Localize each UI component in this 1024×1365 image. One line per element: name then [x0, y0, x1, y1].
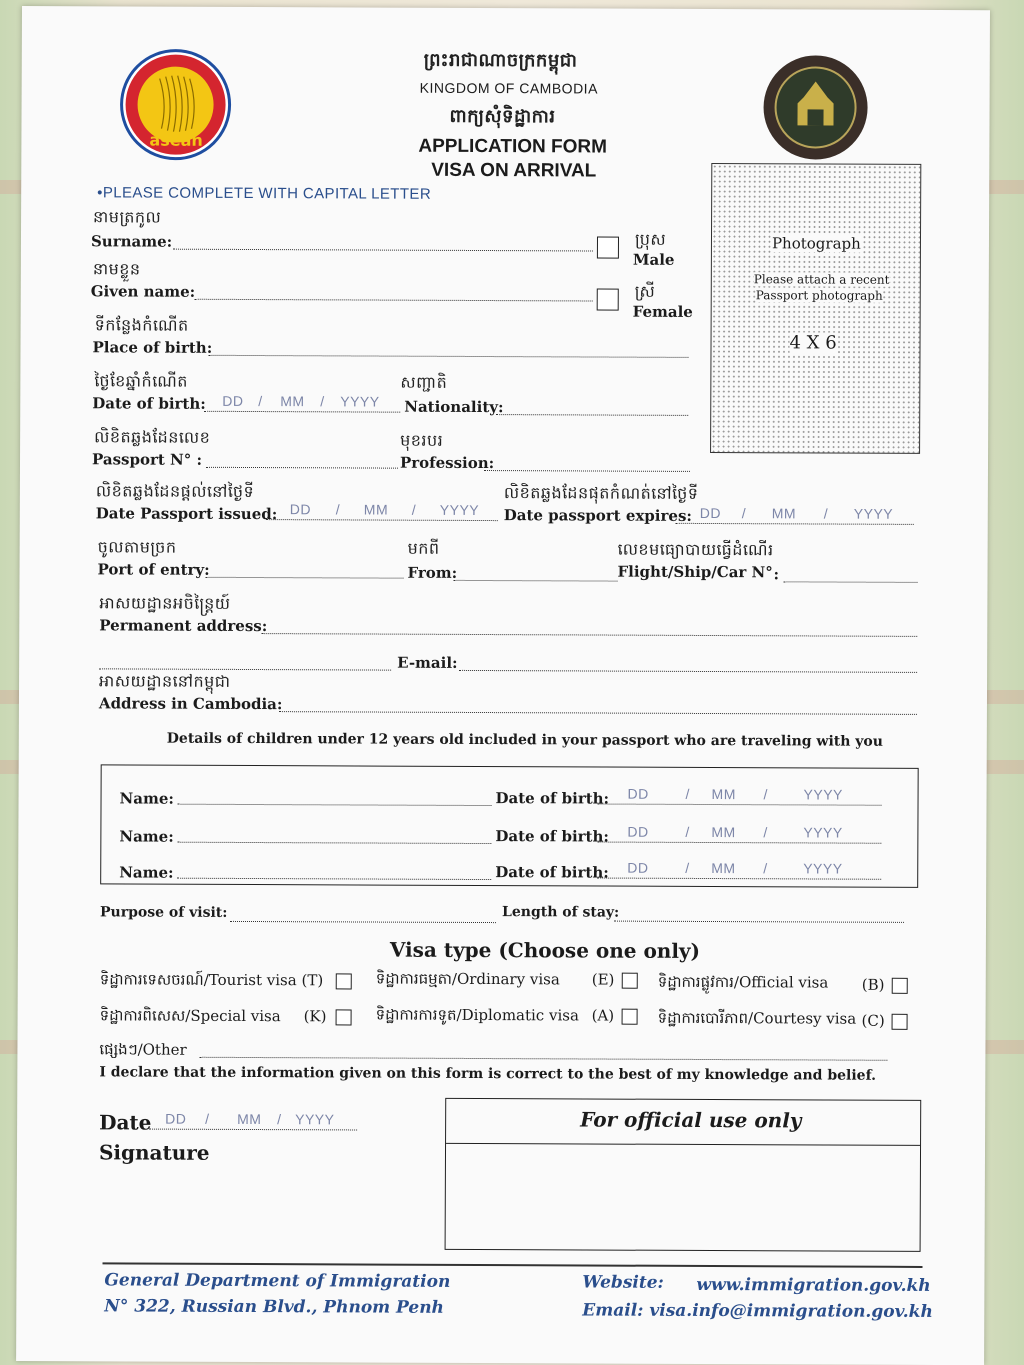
- courtesy-visa-code: (C): [861, 1011, 885, 1030]
- profession-khmer-label: មុខរបរ: [400, 430, 444, 450]
- special-visa-code: (K): [303, 1007, 327, 1026]
- issued-year-placeholder[interactable]: YYYY: [439, 501, 480, 518]
- child-1-mm[interactable]: MM: [711, 786, 736, 803]
- kingdom-title: KINGDOM OF CAMBODIA: [419, 79, 598, 97]
- dob-month-placeholder[interactable]: MM: [280, 393, 305, 410]
- child-1-dob-field[interactable]: [598, 804, 882, 806]
- form-khmer-title: ពាក្យសុំទិដ្ឋាការ: [449, 105, 556, 128]
- expires-label: Date passport expires:: [503, 506, 692, 525]
- official-visa-code: (B): [861, 975, 885, 994]
- profession-field[interactable]: [484, 470, 690, 472]
- place-of-birth-field[interactable]: [208, 355, 688, 358]
- child-3-name-label: Name:: [119, 863, 174, 882]
- place-of-birth-label: Place of birth:: [92, 338, 213, 357]
- child-2-mm[interactable]: MM: [711, 824, 736, 841]
- asean-logo: [119, 48, 231, 160]
- child-2-sep-2: /: [763, 824, 768, 841]
- asean-logo-text: asean: [149, 130, 203, 150]
- courtesy-visa-label: ទិដ្ឋាការបោរីភាព/Courtesy visa: [657, 1008, 857, 1028]
- flight-number-field[interactable]: [783, 581, 917, 583]
- child-3-dob-label: Date of birth:: [495, 863, 609, 882]
- child-1-name-field[interactable]: [178, 804, 492, 806]
- port-of-entry-label: Port of entry:: [97, 560, 210, 579]
- sign-date-sep-2: /: [277, 1111, 282, 1128]
- form-title: APPLICATION FORM: [418, 135, 608, 158]
- footer-rule: [103, 1262, 923, 1268]
- given-name-field[interactable]: [195, 299, 593, 302]
- male-khmer-label: ប្រុស: [634, 229, 667, 249]
- purpose-label: Purpose of visit:: [100, 904, 228, 921]
- issued-field[interactable]: [266, 519, 498, 521]
- port-khmer-label: ចូលតាមច្រក: [97, 537, 177, 557]
- from-field[interactable]: [453, 580, 617, 582]
- official-use-box: [445, 1098, 922, 1252]
- expires-sep-2: /: [823, 505, 829, 522]
- visa-type-heading: Visa type (Choose one only): [389, 937, 701, 963]
- expires-sep-1: /: [741, 505, 747, 522]
- date-of-birth-khmer-label: ថ្ងៃខែឆ្នាំកំណើត: [94, 371, 189, 391]
- sign-date-dd[interactable]: DD: [165, 1110, 187, 1127]
- official-visa-checkbox[interactable]: [892, 978, 908, 994]
- child-1-dob-label: Date of birth:: [495, 789, 610, 808]
- footer-email-link[interactable]: Email: visa.info@immigration.gov.kh: [582, 1300, 933, 1322]
- passport-number-label: Passport N° :: [91, 450, 203, 469]
- dob-sep-2: /: [320, 393, 325, 410]
- flight-colon: :: [773, 565, 780, 584]
- place-of-birth-khmer-label: ទីកន្លែងកំណើត: [94, 315, 189, 335]
- nationality-label: Nationality:: [404, 397, 504, 417]
- male-checkbox[interactable]: [597, 237, 619, 259]
- children-heading: Details of children under 12 years old included in your passport who are traveling with you: [166, 730, 884, 750]
- child-3-yyyy[interactable]: YYYY: [803, 860, 843, 877]
- issued-day-placeholder[interactable]: DD: [289, 501, 312, 518]
- child-1-yyyy[interactable]: YYYY: [803, 786, 843, 803]
- official-use-divider: [446, 1143, 920, 1146]
- child-2-yyyy[interactable]: YYYY: [803, 824, 843, 841]
- dob-field[interactable]: [204, 411, 400, 413]
- signature-label: Signature: [98, 1140, 210, 1165]
- sign-date-yyyy[interactable]: YYYY: [295, 1111, 335, 1128]
- from-label: From:: [407, 563, 458, 582]
- profession-label: Profession:: [399, 453, 495, 473]
- child-1-name-label: Name:: [119, 789, 174, 808]
- date-label: Date: [99, 1110, 152, 1135]
- diplomatic-visa-label: ទិដ្ឋាការការទូត/Diplomatic visa: [375, 1005, 579, 1025]
- declaration-text: I declare that the information given on this form is correct to the best of my knowledge and belief.: [99, 1064, 877, 1084]
- footer-website-link[interactable]: www.immigration.gov.kh: [696, 1274, 931, 1296]
- special-visa-label: ទិដ្ឋាការពិសេស/Special visa: [99, 1006, 281, 1026]
- female-checkbox[interactable]: [597, 289, 619, 311]
- dob-sep-1: /: [258, 393, 263, 410]
- footer-department: General Department of Immigration: [104, 1270, 451, 1292]
- instruction-text: •PLEASE COMPLETE WITH CAPITAL LETTER: [97, 184, 432, 203]
- address-cambodia-label: Address in Cambodia:: [98, 694, 283, 714]
- expires-day-placeholder[interactable]: DD: [699, 504, 722, 522]
- child-3-dd[interactable]: DD: [627, 859, 649, 876]
- length-of-stay-label: Length of stay:: [502, 904, 620, 921]
- photo-title: Photograph: [771, 234, 861, 253]
- issued-khmer-label: លិខិតឆ្លងដែនផ្តល់នៅថ្ងៃទី: [95, 481, 255, 502]
- male-label: Male: [632, 250, 675, 269]
- ordinary-visa-code: (E): [591, 970, 615, 989]
- ordinary-visa-label: ទិដ្ឋាការធម្មតា/Ordinary visa: [375, 969, 560, 989]
- from-khmer-label: មកពី: [407, 538, 440, 558]
- child-2-dob-field[interactable]: [597, 842, 881, 844]
- given-name-khmer-label: នាមខ្លួន: [92, 259, 141, 279]
- photo-box[interactable]: [710, 163, 921, 454]
- given-name-label: Given name:: [90, 282, 196, 301]
- footer-website-label: Website:: [582, 1272, 664, 1293]
- issued-sep-2: /: [411, 501, 417, 518]
- address-cambodia-khmer-label: អាសយដ្ឋាននៅកម្ពុជា: [99, 671, 231, 691]
- dob-day-placeholder[interactable]: DD: [222, 392, 244, 409]
- diplomatic-visa-checkbox[interactable]: [622, 1009, 638, 1025]
- passport-number-field[interactable]: [206, 467, 398, 469]
- child-2-dd[interactable]: DD: [627, 823, 649, 840]
- purpose-field[interactable]: [230, 921, 496, 923]
- photo-size: 4 X 6: [789, 332, 837, 354]
- child-2-sep-1: /: [685, 823, 690, 840]
- flight-label: Flight/Ship/Car N°: [617, 562, 773, 582]
- other-visa-label: ផ្សេងៗ/Other: [99, 1040, 187, 1059]
- email-field[interactable]: [459, 670, 917, 673]
- female-khmer-label: ស្រី: [634, 281, 656, 301]
- issued-label: Date Passport issued:: [95, 504, 278, 524]
- expires-month-placeholder[interactable]: MM: [771, 505, 797, 522]
- permanent-address-label: Permanent address:: [99, 616, 268, 636]
- photo-note-line2: Passport photograph: [755, 288, 883, 303]
- visa-application-form: [16, 6, 990, 1365]
- tourist-visa-label: ទិដ្ឋាការទេសចរណ៍/Tourist visa (T): [99, 970, 324, 990]
- sign-date-field[interactable]: [149, 1129, 357, 1131]
- photo-note-line1: Please attach a recent: [753, 272, 890, 287]
- tourist-visa-checkbox[interactable]: [336, 973, 352, 989]
- child-2-dob-label: Date of birth:: [495, 827, 609, 846]
- official-use-title: For official use only: [580, 1107, 802, 1133]
- sign-date-mm[interactable]: MM: [237, 1110, 262, 1128]
- surname-khmer-label: នាមត្រកូល: [93, 207, 162, 227]
- nationality-khmer-label: សញ្ជាតិ: [400, 372, 448, 392]
- child-3-name-field[interactable]: [177, 878, 491, 880]
- official-visa-label: ទិដ្ឋាការផ្លូវការ/Official visa: [657, 972, 829, 992]
- nationality-field[interactable]: [496, 414, 688, 416]
- port-of-entry-field[interactable]: [206, 577, 404, 579]
- child-1-sep-1: /: [685, 785, 690, 802]
- courtesy-visa-checkbox[interactable]: [892, 1014, 908, 1030]
- special-visa-checkbox[interactable]: [336, 1009, 352, 1025]
- form-subtitle: VISA ON ARRIVAL: [431, 159, 597, 182]
- child-1-dd[interactable]: DD: [627, 785, 649, 802]
- child-2-name-label: Name:: [119, 827, 174, 846]
- female-label: Female: [632, 302, 693, 321]
- child-3-sep-2: /: [763, 860, 768, 877]
- ordinary-visa-checkbox[interactable]: [622, 973, 638, 989]
- surname-label: Surname:: [90, 232, 173, 251]
- dob-year-placeholder[interactable]: YYYY: [340, 393, 380, 410]
- child-3-mm[interactable]: MM: [711, 860, 736, 877]
- child-1-sep-2: /: [763, 786, 768, 803]
- sign-date-sep-1: /: [205, 1110, 210, 1127]
- surname-field[interactable]: [173, 249, 593, 252]
- issued-sep-1: /: [335, 501, 341, 518]
- date-of-birth-label: Date of birth:: [92, 394, 206, 413]
- diplomatic-visa-code: (A): [591, 1006, 615, 1025]
- expires-khmer-label: លិខិតឆ្លងដែនផុតកំណត់នៅថ្ងៃទី: [503, 483, 699, 503]
- child-3-dob-field[interactable]: [597, 878, 881, 880]
- immigration-seal-logo: [761, 53, 869, 161]
- passport-khmer-label: លិខិតឆ្លងដែនលេខ: [94, 427, 211, 447]
- child-2-name-field[interactable]: [177, 842, 491, 844]
- kingdom-khmer-title: ព្រះរាជាណាចក្រកម្ពុជា: [423, 49, 578, 72]
- expires-field[interactable]: [676, 523, 914, 525]
- flight-khmer-label: លេខមធ្យោបាយធ្វើដំណើរ: [617, 539, 774, 560]
- footer-address: N° 322, Russian Blvd., Phnom Penh: [104, 1296, 444, 1318]
- address-cambodia-field[interactable]: [279, 711, 917, 715]
- permanent-address-khmer-label: អាសយដ្ឋានអចិន្ត្រៃយ៍: [99, 593, 231, 613]
- email-label: E-mail:: [397, 653, 458, 672]
- children-table: [100, 764, 919, 888]
- length-of-stay-field[interactable]: [614, 921, 904, 923]
- issued-month-placeholder[interactable]: MM: [363, 501, 389, 518]
- permanent-address-field[interactable]: [261, 633, 917, 637]
- other-visa-field[interactable]: [199, 1057, 887, 1061]
- child-3-sep-1: /: [685, 859, 690, 876]
- expires-year-placeholder[interactable]: YYYY: [853, 505, 894, 522]
